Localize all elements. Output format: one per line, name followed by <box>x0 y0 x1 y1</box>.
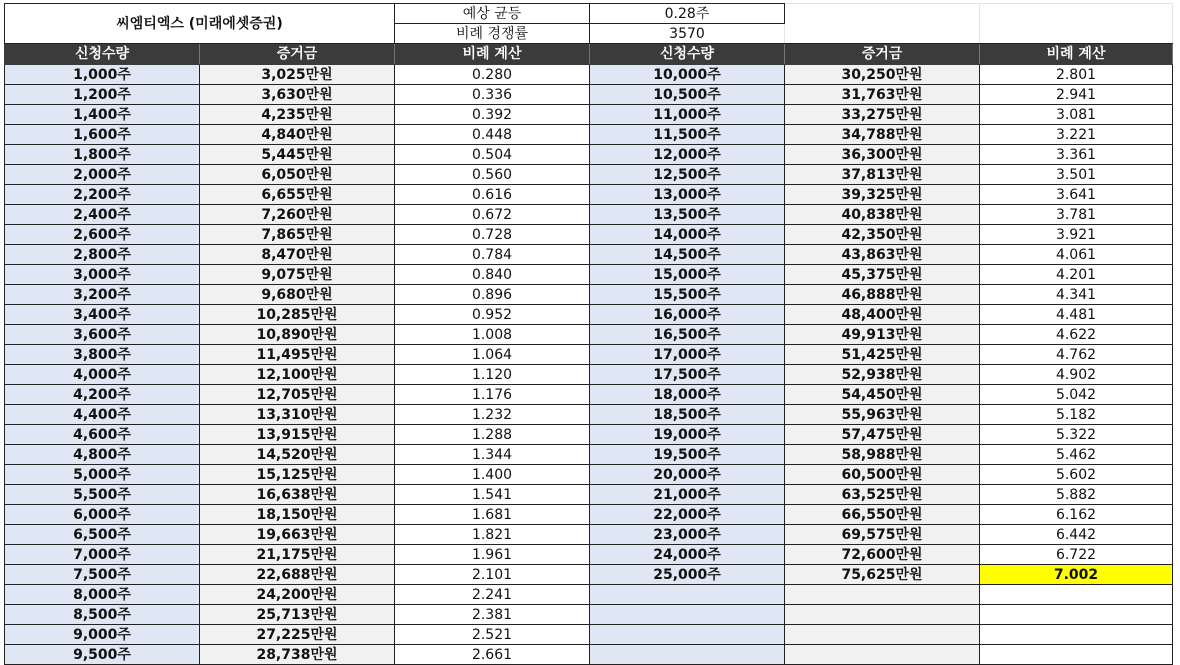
deposit-cell: 31,763만원 <box>785 85 980 105</box>
deposit-cell: 63,525만원 <box>785 485 980 505</box>
ratio-cell: 6.722 <box>980 545 1173 565</box>
deposit-cell: 55,963만원 <box>785 405 980 425</box>
deposit-cell: 36,300만원 <box>785 145 980 165</box>
empty-cell <box>980 4 1173 44</box>
ratio-cell: 1.821 <box>395 525 590 545</box>
table-row <box>5 565 1173 585</box>
qty-cell: 7,000주 <box>5 545 200 565</box>
header-row <box>5 44 1173 65</box>
qty-cell: 14,500주 <box>590 245 785 265</box>
table-row <box>5 385 1173 405</box>
deposit-cell: 43,863만원 <box>785 245 980 265</box>
ratio-cell: 0.672 <box>395 205 590 225</box>
qty-cell: 2,800주 <box>5 245 200 265</box>
ratio-cell: 3.641 <box>980 185 1173 205</box>
table-row <box>5 425 1173 445</box>
deposit-cell: 69,575만원 <box>785 525 980 545</box>
ratio-cell: 1.681 <box>395 505 590 525</box>
qty-cell: 20,000주 <box>590 465 785 485</box>
qty-cell: 12,000주 <box>590 145 785 165</box>
qty-cell: 1,800주 <box>5 145 200 165</box>
qty-cell: 15,000주 <box>590 265 785 285</box>
qty-cell: 1,200주 <box>5 85 200 105</box>
header-ratio-right: 비례 계산 <box>980 44 1173 65</box>
qty-cell: 17,500주 <box>590 365 785 385</box>
qty-cell: 16,000주 <box>590 305 785 325</box>
deposit-cell: 16,638만원 <box>200 485 395 505</box>
ratio-cell: 0.504 <box>395 145 590 165</box>
deposit-cell: 13,915만원 <box>200 425 395 445</box>
deposit-cell: 10,890만원 <box>200 325 395 345</box>
deposit-cell: 40,838만원 <box>785 205 980 225</box>
qty-cell: 3,200주 <box>5 285 200 305</box>
empty-cell <box>785 645 980 665</box>
ratio-cell: 1.232 <box>395 405 590 425</box>
ratio-cell: 3.221 <box>980 125 1173 145</box>
ratio-cell: 3.501 <box>980 165 1173 185</box>
ratio-cell: 2.801 <box>980 65 1173 85</box>
qty-cell: 3,000주 <box>5 265 200 285</box>
deposit-cell: 27,225만원 <box>200 625 395 645</box>
table-row <box>5 345 1173 365</box>
deposit-cell: 13,310만원 <box>200 405 395 425</box>
table-row <box>5 285 1173 305</box>
qty-cell: 3,600주 <box>5 325 200 345</box>
qty-cell: 3,800주 <box>5 345 200 365</box>
expected-value: 0.28주 <box>590 4 785 24</box>
ratio-cell: 0.336 <box>395 85 590 105</box>
deposit-cell: 54,450만원 <box>785 385 980 405</box>
ratio-cell: 0.840 <box>395 265 590 285</box>
ratio-cell: 1.288 <box>395 425 590 445</box>
deposit-cell: 19,663만원 <box>200 525 395 545</box>
ratio-cell: 4.902 <box>980 365 1173 385</box>
table-row <box>5 505 1173 525</box>
ratio-cell: 4.061 <box>980 245 1173 265</box>
qty-cell: 24,000주 <box>590 545 785 565</box>
deposit-cell: 72,600만원 <box>785 545 980 565</box>
qty-cell: 9,500주 <box>5 645 200 665</box>
table-row <box>5 465 1173 485</box>
deposit-cell: 9,075만원 <box>200 265 395 285</box>
ratio-cell: 1.064 <box>395 345 590 365</box>
ratio-cell: 3.921 <box>980 225 1173 245</box>
qty-cell: 1,000주 <box>5 65 200 85</box>
empty-cell <box>980 625 1173 645</box>
header-deposit-left: 증거금 <box>200 44 395 65</box>
ratio-cell: 1.961 <box>395 545 590 565</box>
deposit-cell: 24,200만원 <box>200 585 395 605</box>
deposit-cell: 25,713만원 <box>200 605 395 625</box>
ratio-cell: 1.008 <box>395 325 590 345</box>
table-row <box>5 645 1173 665</box>
ipo-allocation-table <box>4 3 1173 665</box>
deposit-cell: 8,470만원 <box>200 245 395 265</box>
table-row <box>5 265 1173 285</box>
spreadsheet <box>4 3 1172 665</box>
qty-cell: 3,400주 <box>5 305 200 325</box>
qty-cell: 14,000주 <box>590 225 785 245</box>
ratio-cell: 4.341 <box>980 285 1173 305</box>
ratio-cell: 5.462 <box>980 445 1173 465</box>
qty-cell: 7,500주 <box>5 565 200 585</box>
deposit-cell: 57,475만원 <box>785 425 980 445</box>
table-row <box>5 445 1173 465</box>
qty-cell: 5,500주 <box>5 485 200 505</box>
table-row <box>5 525 1173 545</box>
deposit-cell: 22,688만원 <box>200 565 395 585</box>
ratio-cell: 5.602 <box>980 465 1173 485</box>
qty-cell: 21,000주 <box>590 485 785 505</box>
qty-cell: 1,600주 <box>5 125 200 145</box>
qty-cell: 15,500주 <box>590 285 785 305</box>
sheet-title: 씨엠티엑스 (미래에셋증권) <box>5 4 395 44</box>
empty-cell <box>980 605 1173 625</box>
deposit-cell: 7,865만원 <box>200 225 395 245</box>
qty-cell: 8,000주 <box>5 585 200 605</box>
ratio-cell: 3.361 <box>980 145 1173 165</box>
empty-cell <box>980 645 1173 665</box>
ratio-cell: 7.002 <box>980 565 1173 585</box>
deposit-cell: 33,275만원 <box>785 105 980 125</box>
qty-cell: 23,000주 <box>590 525 785 545</box>
qty-cell: 10,500주 <box>590 85 785 105</box>
table-row <box>5 405 1173 425</box>
ratio-cell: 2.941 <box>980 85 1173 105</box>
ratio-cell: 2.101 <box>395 565 590 585</box>
ratio-cell: 6.442 <box>980 525 1173 545</box>
table-row <box>5 105 1173 125</box>
ratio-cell: 4.762 <box>980 345 1173 365</box>
qty-cell: 19,500주 <box>590 445 785 465</box>
deposit-cell: 42,350만원 <box>785 225 980 245</box>
table-row <box>5 325 1173 345</box>
table-row <box>5 225 1173 245</box>
qty-cell: 4,800주 <box>5 445 200 465</box>
ratio-cell: 4.622 <box>980 325 1173 345</box>
qty-cell: 11,000주 <box>590 105 785 125</box>
table-row <box>5 625 1173 645</box>
deposit-cell: 12,705만원 <box>200 385 395 405</box>
ratio-cell: 1.400 <box>395 465 590 485</box>
deposit-cell: 4,235만원 <box>200 105 395 125</box>
deposit-cell: 45,375만원 <box>785 265 980 285</box>
qty-cell: 2,400주 <box>5 205 200 225</box>
deposit-cell: 21,175만원 <box>200 545 395 565</box>
competition-value: 3570 <box>590 24 785 44</box>
table-row <box>5 85 1173 105</box>
ratio-cell: 2.661 <box>395 645 590 665</box>
competition-label: 비례 경쟁률 <box>395 24 590 44</box>
ratio-cell: 0.392 <box>395 105 590 125</box>
table-row <box>5 245 1173 265</box>
qty-cell: 13,500주 <box>590 205 785 225</box>
deposit-cell: 28,738만원 <box>200 645 395 665</box>
qty-cell: 6,000주 <box>5 505 200 525</box>
qty-cell: 9,000주 <box>5 625 200 645</box>
ratio-cell: 0.728 <box>395 225 590 245</box>
qty-cell: 12,500주 <box>590 165 785 185</box>
empty-cell <box>785 585 980 605</box>
table-row <box>5 365 1173 385</box>
deposit-cell: 18,150만원 <box>200 505 395 525</box>
empty-cell <box>590 625 785 645</box>
ratio-cell: 4.201 <box>980 265 1173 285</box>
ratio-cell: 1.344 <box>395 445 590 465</box>
deposit-cell: 4,840만원 <box>200 125 395 145</box>
qty-cell: 18,000주 <box>590 385 785 405</box>
empty-cell <box>785 625 980 645</box>
table-row <box>5 485 1173 505</box>
empty-cell <box>590 645 785 665</box>
ratio-cell: 3.781 <box>980 205 1173 225</box>
qty-cell: 2,000주 <box>5 165 200 185</box>
qty-cell: 25,000주 <box>590 565 785 585</box>
qty-cell: 4,200주 <box>5 385 200 405</box>
qty-cell: 1,400주 <box>5 105 200 125</box>
ratio-cell: 0.616 <box>395 185 590 205</box>
qty-cell: 19,000주 <box>590 425 785 445</box>
deposit-cell: 66,550만원 <box>785 505 980 525</box>
ratio-cell: 0.448 <box>395 125 590 145</box>
empty-cell <box>590 605 785 625</box>
table-row <box>5 65 1173 85</box>
table-row <box>5 545 1173 565</box>
deposit-cell: 7,260만원 <box>200 205 395 225</box>
qty-cell: 6,500주 <box>5 525 200 545</box>
ratio-cell: 0.952 <box>395 305 590 325</box>
qty-cell: 8,500주 <box>5 605 200 625</box>
qty-cell: 5,000주 <box>5 465 200 485</box>
qty-cell: 4,400주 <box>5 405 200 425</box>
empty-cell <box>980 585 1173 605</box>
qty-cell: 22,000주 <box>590 505 785 525</box>
qty-cell: 18,500주 <box>590 405 785 425</box>
empty-cell <box>590 585 785 605</box>
table-row <box>5 305 1173 325</box>
ratio-cell: 5.322 <box>980 425 1173 445</box>
qty-cell: 2,200주 <box>5 185 200 205</box>
deposit-cell: 15,125만원 <box>200 465 395 485</box>
header-deposit-right: 증거금 <box>785 44 980 65</box>
deposit-cell: 14,520만원 <box>200 445 395 465</box>
ratio-cell: 0.896 <box>395 285 590 305</box>
qty-cell: 13,000주 <box>590 185 785 205</box>
header-qty-right: 신청수량 <box>590 44 785 65</box>
qty-cell: 4,000주 <box>5 365 200 385</box>
empty-cell <box>785 605 980 625</box>
ratio-cell: 1.176 <box>395 385 590 405</box>
ratio-cell: 5.042 <box>980 385 1173 405</box>
expected-label: 예상 균등 <box>395 4 590 24</box>
deposit-cell: 3,630만원 <box>200 85 395 105</box>
ratio-cell: 1.541 <box>395 485 590 505</box>
deposit-cell: 60,500만원 <box>785 465 980 485</box>
deposit-cell: 51,425만원 <box>785 345 980 365</box>
ratio-cell: 2.241 <box>395 585 590 605</box>
deposit-cell: 34,788만원 <box>785 125 980 145</box>
table-row <box>5 125 1173 145</box>
deposit-cell: 12,100만원 <box>200 365 395 385</box>
header-qty-left: 신청수량 <box>5 44 200 65</box>
deposit-cell: 10,285만원 <box>200 305 395 325</box>
ratio-cell: 2.381 <box>395 605 590 625</box>
table-row <box>5 185 1173 205</box>
deposit-cell: 6,050만원 <box>200 165 395 185</box>
deposit-cell: 6,655만원 <box>200 185 395 205</box>
empty-cell <box>785 4 980 44</box>
qty-cell: 16,500주 <box>590 325 785 345</box>
table-row <box>5 145 1173 165</box>
ratio-cell: 4.481 <box>980 305 1173 325</box>
qty-cell: 2,600주 <box>5 225 200 245</box>
table-row <box>5 585 1173 605</box>
table-row <box>5 165 1173 185</box>
ratio-cell: 1.120 <box>395 365 590 385</box>
header-ratio-left: 비례 계산 <box>395 44 590 65</box>
deposit-cell: 30,250만원 <box>785 65 980 85</box>
ratio-cell: 0.560 <box>395 165 590 185</box>
deposit-cell: 46,888만원 <box>785 285 980 305</box>
qty-cell: 10,000주 <box>590 65 785 85</box>
deposit-cell: 48,400만원 <box>785 305 980 325</box>
deposit-cell: 39,325만원 <box>785 185 980 205</box>
table-row <box>5 205 1173 225</box>
ratio-cell: 3.081 <box>980 105 1173 125</box>
deposit-cell: 3,025만원 <box>200 65 395 85</box>
table-row <box>5 605 1173 625</box>
deposit-cell: 52,938만원 <box>785 365 980 385</box>
ratio-cell: 0.784 <box>395 245 590 265</box>
ratio-cell: 6.162 <box>980 505 1173 525</box>
deposit-cell: 58,988만원 <box>785 445 980 465</box>
ratio-cell: 5.182 <box>980 405 1173 425</box>
qty-cell: 4,600주 <box>5 425 200 445</box>
ratio-cell: 2.521 <box>395 625 590 645</box>
qty-cell: 17,000주 <box>590 345 785 365</box>
ratio-cell: 0.280 <box>395 65 590 85</box>
deposit-cell: 37,813만원 <box>785 165 980 185</box>
deposit-cell: 11,495만원 <box>200 345 395 365</box>
deposit-cell: 9,680만원 <box>200 285 395 305</box>
deposit-cell: 75,625만원 <box>785 565 980 585</box>
ratio-cell: 5.882 <box>980 485 1173 505</box>
deposit-cell: 49,913만원 <box>785 325 980 345</box>
qty-cell: 11,500주 <box>590 125 785 145</box>
deposit-cell: 5,445만원 <box>200 145 395 165</box>
